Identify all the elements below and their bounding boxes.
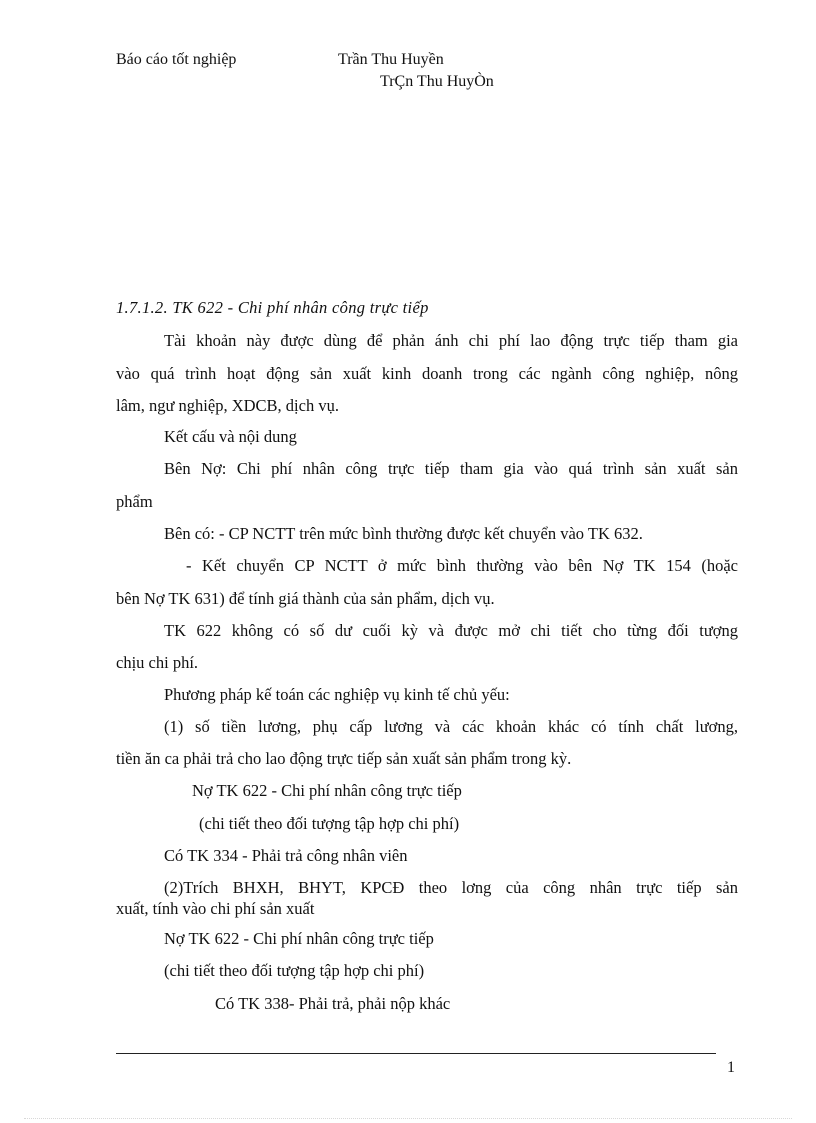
paragraph-line: (2)Trích BHXH, BHYT, KPCĐ theo lơng của công nhân trực tiếp sản — [164, 878, 738, 897]
paragraph-line: phẩm — [116, 492, 153, 511]
paragraph-line: TK 622 không có số dư cuối kỳ và được mở chi tiết cho từng đối tượng — [164, 621, 738, 640]
journal-entry-credit: Có TK 334 - Phải trả công nhân viên — [164, 846, 408, 865]
header-report-title: Báo cáo tốt nghiệp — [116, 51, 237, 68]
paragraph-line: Phương pháp kế toán các nghiệp vụ kinh tế chủ yếu: — [164, 685, 510, 704]
journal-entry-credit: Có TK 338- Phải trả, phải nộp khác — [215, 994, 451, 1013]
paragraph-line: lâm, ngư nghiệp, XDCB, dịch vụ. — [116, 396, 339, 415]
journal-entry-detail: (chi tiết theo đối tượng tập hợp chi phí) — [164, 961, 425, 980]
footer-rule — [116, 1053, 716, 1054]
header-author-garbled: TrÇn Thu HuyÒn — [380, 73, 494, 90]
paragraph-line: bên Nợ TK 631) để tính giá thành của sản phẩm, dịch vụ. — [116, 589, 495, 608]
paragraph-line: Kết cấu và nội dung — [164, 427, 297, 446]
page-number: 1 — [727, 1059, 735, 1076]
journal-entry-debit: Nợ TK 622 - Chi phí nhân công trực tiếp — [192, 781, 462, 800]
paragraph-line: chịu chi phí. — [116, 653, 199, 672]
paragraph-line: Bên Nợ: Chi phí nhân công trực tiếp tham gia vào quá trình sản xuất sản — [164, 459, 738, 478]
journal-entry-debit: Nợ TK 622 - Chi phí nhân công trực tiếp — [164, 929, 434, 948]
page-boundary — [24, 1118, 792, 1119]
section-title: 1.7.1.2. TK 622 - Chi phí nhân công trực tiếp — [116, 298, 429, 317]
paragraph-line: tiền ăn ca phải trả cho lao động trực tiếp sản xuất sản phẩm trong kỳ. — [116, 749, 572, 768]
paragraph-line: - Kết chuyển CP NCTT ở mức bình thường vào bên Nợ TK 154 (hoặc — [186, 556, 738, 575]
paragraph-line: vào quá trình hoạt động sản xuất kinh doanh trong các ngành công nghiệp, nông — [116, 364, 738, 383]
journal-entry-detail: (chi tiết theo đối tượng tập hợp chi phí) — [199, 814, 460, 833]
paragraph-line: Tài khoản này được dùng để phản ánh chi phí lao động trực tiếp tham gia — [164, 331, 738, 350]
header-author: Trần Thu Huyền — [338, 51, 444, 68]
paragraph-line: Bên có: - CP NCTT trên mức bình thường được kết chuyển vào TK 632. — [164, 524, 643, 543]
paragraph-line: (1) số tiền lương, phụ cấp lương và các khoản khác có tính chất lương, — [164, 717, 738, 736]
paragraph-line: xuất, tính vào chi phí sản xuất — [116, 899, 315, 918]
